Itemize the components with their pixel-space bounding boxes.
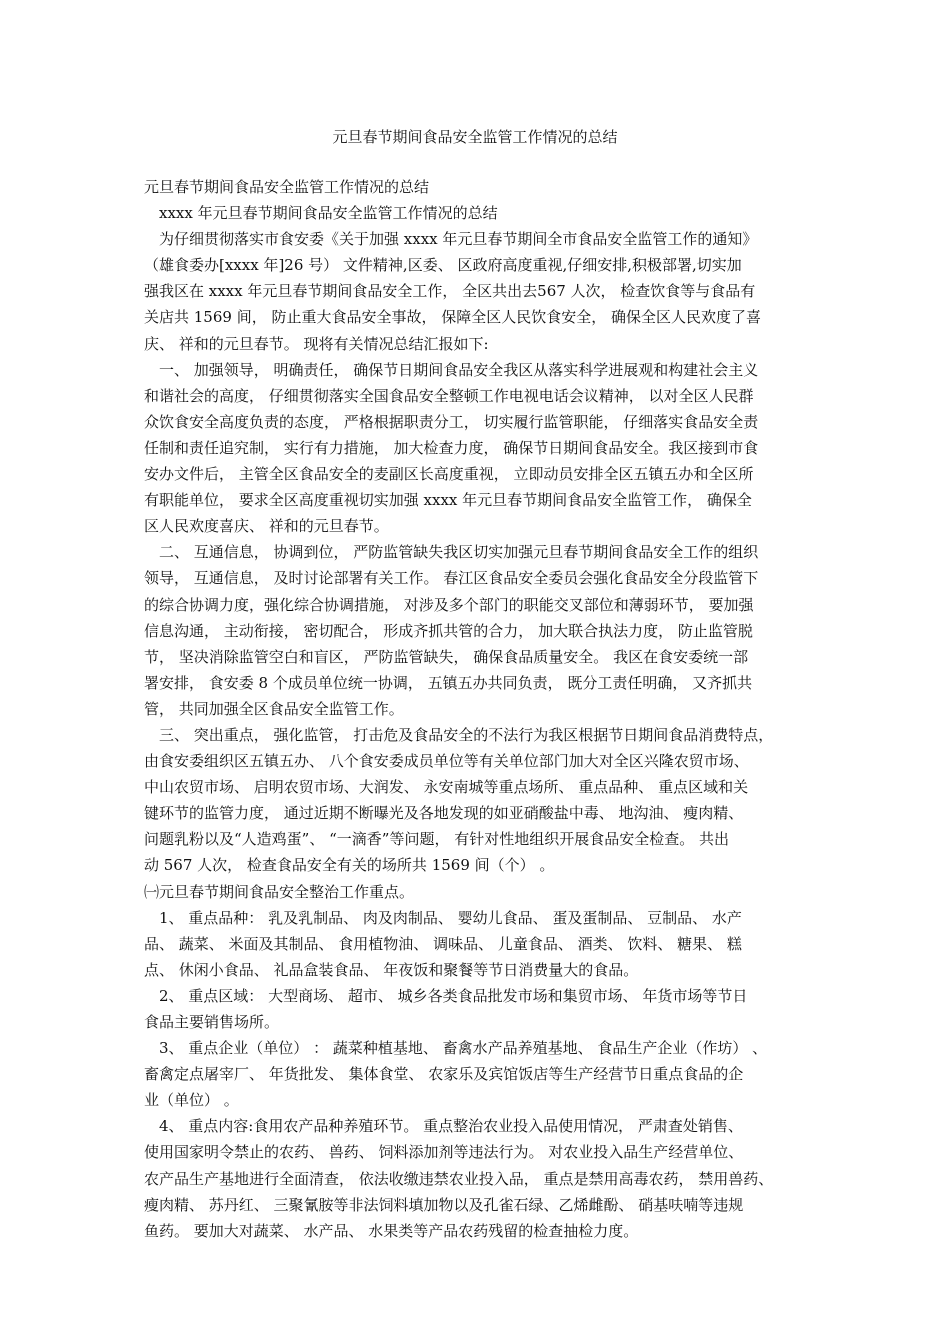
body-text-line: 点、 休闲小食品、 礼品盒装食品、 年夜饭和聚餐等节日消费量大的食品。 [144,960,639,979]
body-text-line: 和谐社会的高度， 仔细贯彻落实全国食品安全整顿工作电视电话会议精神， 以对全区人民群 [144,386,754,405]
body-text-line: （雄食委办[xxxx 年]26 号） 文件精神,区委、 区政府高度重视,仔细安排,积极部署,切实加 [144,256,742,275]
body-text-line: 安办文件后， 主管全区食品安全的麦副区长高度重视， 立即动员安排全区五镇五办和全区所 [144,465,754,484]
body-text-line: 动 567 人次， 检查食品安全有关的场所共 1569 间（个） 。 [144,856,555,875]
body-text-line: 业（单位） 。 [144,1091,239,1110]
body-text-line: 庆、 祥和的元旦春节。 现将有关情况总结汇报如下: [144,334,489,353]
body-text-line: 2、 重点区域： 大型商场、 超市、 城乡各类食品批发市场和集贸市场、 年货市场等节日 [144,986,748,1005]
body-text-line: 3、 重点企业（单位） ： 蔬菜种植基地、 畜禽水产品养殖基地、 食品生产企业（作坊） 、 [144,1039,768,1058]
body-text-line: 的综合协调力度，强化综合协调措施， 对涉及多个部门的职能交叉部位和薄弱环节， 要加强 [144,595,754,614]
body-text-line: 三、 突出重点， 强化监管， 打击危及食品安全的不法行为我区根据节日期间食品消费特点， [144,725,774,744]
body-text-line: 中山农贸市场、 启明农贸市场、大润发、 永安南城等重点场所、 重点品种、 重点区域和关 [144,778,749,797]
body-text-line: 节， 坚决消除监管空白和盲区， 严防监管缺失， 确保食品质量安全。 我区在食安委统一部 [144,647,749,666]
body-text-line: 鱼药。 要加大对蔬菜、 水产品、 水果类等产品农药残留的检查抽检力度。 [144,1221,639,1240]
body-text-line: xxxx 年元旦春节期间食品安全监管工作情况的总结 [144,204,498,223]
body-text-line: 众饮食安全高度负责的态度， 严格根据职责分工， 切实履行监管职能， 仔细落实食品安全责 [144,412,759,431]
body-text-line: ㈠元旦春节期间食品安全整治工作重点。 [144,882,415,901]
body-text-line: 元旦春节期间食品安全监管工作情况的总结 [144,178,430,196]
body-text-line: 键环节的监管力度， 通过近期不断曝光及各地发现的如亚硝酸盐中毒、 地沟油、 瘦肉精、 [144,804,744,823]
body-text-line: 有职能单位， 要求全区高度重视切实加强 xxxx 年元旦春节期间食品安全监管工作， 确保全 [144,491,752,510]
body-text-line: 农产品生产基地进行全面清查， 依法收缴违禁农业投入品， 重点是禁用高毒农药， 禁用兽药、 [144,1169,774,1188]
body-text-line: 一、 加强领导， 明确责任， 确保节日期间食品安全我区从落实科学进展观和构建社会主义 [144,360,759,379]
body-text-line: 品、 蔬菜、 米面及其制品、 食用植物油、 调味品、 儿童食品、 酒类、 饮料、 糖果、 糕 [144,934,742,953]
body-text-line: 瘦肉精、 苏丹红、 三聚氰胺等非法饲料填加物以及孔雀石绿、乙烯雌酚、 硝基呋喃等违规 [144,1195,744,1214]
body-text-line: 1、 重点品种： 乳及乳制品、 肉及肉制品、 婴幼儿食品、 蛋及蛋制品、 豆制品、 水产 [144,908,742,927]
body-text-line: 区人民欢度喜庆、 祥和的元旦春节。 [144,517,389,536]
body-text-line: 任制和责任追究制， 实行有力措施， 加大检查力度， 确保节日期间食品安全。我区接到市食 [144,438,759,457]
body-text-line: 食品主要销售场所。 [144,1013,280,1031]
body-text-line: 关店共 1569 间， 防止重大食品安全事故， 保障全区人民饮食安全， 确保全区人民欢度了喜 [144,308,762,327]
body-text-line: 由食安委组织区五镇五办、 八个食安委成员单位等有关单位部门加大对全区兴隆农贸市场、 [144,752,749,771]
document-title: 元旦春节期间食品安全监管工作情况的总结 [332,128,618,146]
body-text-line: 管， 共同加强全区食品安全监管工作。 [144,699,404,718]
body-text-line: 为仔细贯彻落实市食安委《关于加强 xxxx 年元旦春节期间全市食品安全监管工作的通知》 [144,230,758,249]
body-text-line: 二、 互通信息， 协调到位， 严防监管缺失我区切实加强元旦春节期间食品安全工作的组织 [144,543,759,562]
body-text-line: 畜禽定点屠宰厂、 年货批发、 集体食堂、 农家乐及宾馆饭店等生产经营节日重点食品的企 [144,1065,744,1084]
body-text-line: 4、 重点内容:食用农产品种养殖环节。 重点整治农业投入品使用情况， 严肃查处销售、 [144,1117,743,1136]
body-text-line: 使用国家明令禁止的农药、 兽药、 饲料添加剂等违法行为。 对农业投入品生产经营单位、 [144,1143,744,1162]
body-text-line: 信息沟通， 主动衔接， 密切配合， 形成齐抓共管的合力， 加大联合执法力度， 防止监管脱 [144,621,753,640]
body-text-line: 领导， 互通信息， 及时讨论部署有关工作。 春江区食品安全委员会强化食品安全分段监管下 [144,569,759,588]
body-text-line: 强我区在 xxxx 年元旦春节期间食品安全工作， 全区共出去567 人次， 检查饮食等与食品有 [144,282,756,301]
body-text-line: 署安排， 食安委 8 个成员单位统一协调， 五镇五办共同负责， 既分工责任明确， 又齐抓共 [144,673,753,692]
document-body [144,174,816,1244]
body-text-line: 问题乳粉以及“人造鸡蛋”、 “一滴香”等问题， 有针对性地组织开展食品安全检查。 共出 [144,830,729,849]
